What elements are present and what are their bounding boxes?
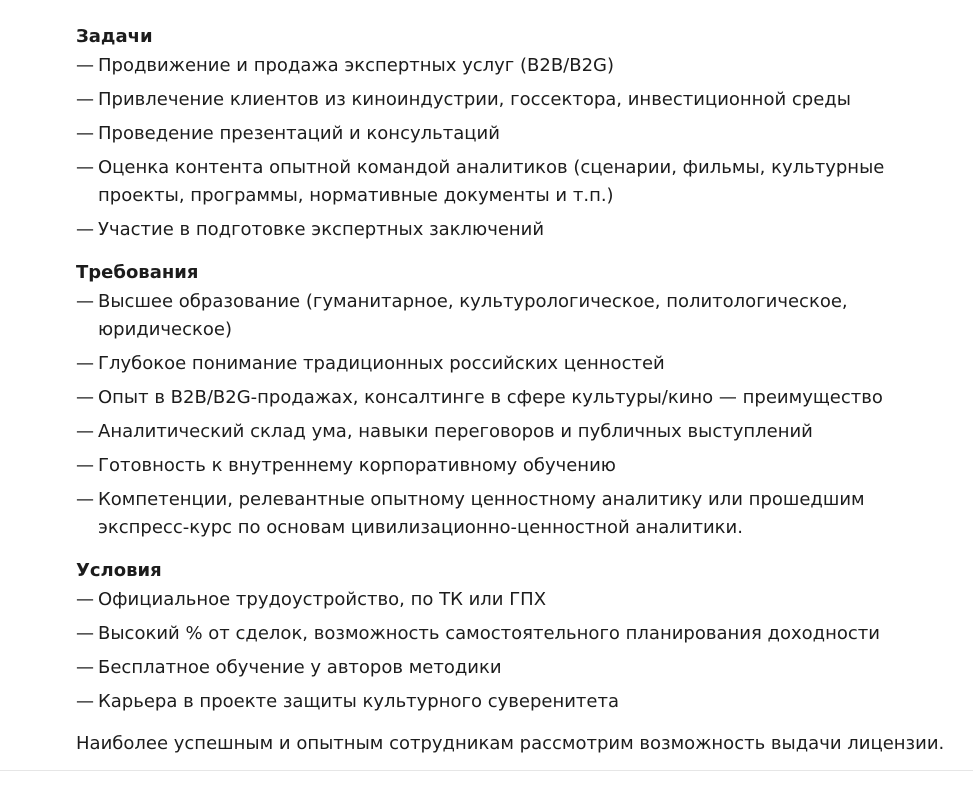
section-tasks [76,22,956,244]
dash-bullet: — [76,623,94,644]
vacancy-description [76,22,956,776]
dash-bullet: — [76,219,94,240]
list-item-text: Продвижение и продажа экспертных услуг (B2B/B2G) [98,55,614,76]
dash-bullet: — [76,455,94,476]
list-item-text: Высшее образование (гуманитарное, культурологическое, политологическое, юридическое) [98,291,848,340]
section-title: Задачи [76,26,153,47]
list-item [76,216,956,244]
list-item [76,52,956,80]
list-item [76,86,956,114]
list-item-text: Привлечение клиентов из киноиндустрии, госсектора, инвестиционной среды [98,89,851,110]
dash-bullet: — [76,489,94,510]
list-item-text: Готовность к внутреннему корпоративному обучению [98,455,616,476]
list-item [76,154,956,210]
list-item [76,384,956,412]
dash-bullet: — [76,657,94,678]
dash-bullet: — [76,123,94,144]
list-item [76,586,956,614]
list-item [76,418,956,446]
list-item-text: Официальное трудоустройство, по ТК или ГПХ [98,589,547,610]
list-item-text: Опыт в B2B/B2G-продажах, консалтинге в сфере культуры/кино — преимущество [98,387,883,408]
list-item [76,452,956,480]
bottom-divider [0,770,973,771]
dash-bullet: — [76,421,94,442]
list-item [76,486,956,542]
list-item-text: Оценка контента опытной командой аналитиков (сценарии, фильмы, культурные проекты, программы, нормативные документы и т.п.) [98,157,885,206]
dash-bullet: — [76,291,94,312]
tasks-list [76,52,956,244]
list-item [76,654,956,682]
list-item [76,120,956,148]
list-item [76,688,956,716]
section-requirements [76,258,956,542]
list-item [76,620,956,648]
dash-bullet: — [76,89,94,110]
section-title: Условия [76,560,162,581]
requirements-list [76,288,956,542]
list-item [76,288,956,344]
dash-bullet: — [76,157,94,178]
list-item-text: Глубокое понимание традиционных российских ценностей [98,353,665,374]
closing-note: Наиболее успешным и опытным сотрудникам рассмотрим возможность выдачи лицензии. [76,733,945,754]
section-conditions [76,556,956,716]
conditions-list [76,586,956,716]
list-item-text: Бесплатное обучение у авторов методики [98,657,502,678]
dash-bullet: — [76,353,94,374]
dash-bullet: — [76,691,94,712]
list-item-text: Компетенции, релевантные опытному ценностному аналитику или прошедшим экспресс-курс по основам цивилизационно-ценностной аналитики. [98,489,865,538]
list-item-text: Карьера в проекте защиты культурного суверенитета [98,691,619,712]
list-item-text: Участие в подготовке экспертных заключений [98,219,545,240]
dash-bullet: — [76,387,94,408]
section-title: Требования [76,262,199,283]
dash-bullet: — [76,55,94,76]
dash-bullet: — [76,589,94,610]
list-item-text: Высокий % от сделок, возможность самостоятельного планирования доходности [98,623,880,644]
list-item-text: Аналитический склад ума, навыки переговоров и публичных выступлений [98,421,813,442]
list-item-text: Проведение презентаций и консультаций [98,123,500,144]
list-item [76,350,956,378]
